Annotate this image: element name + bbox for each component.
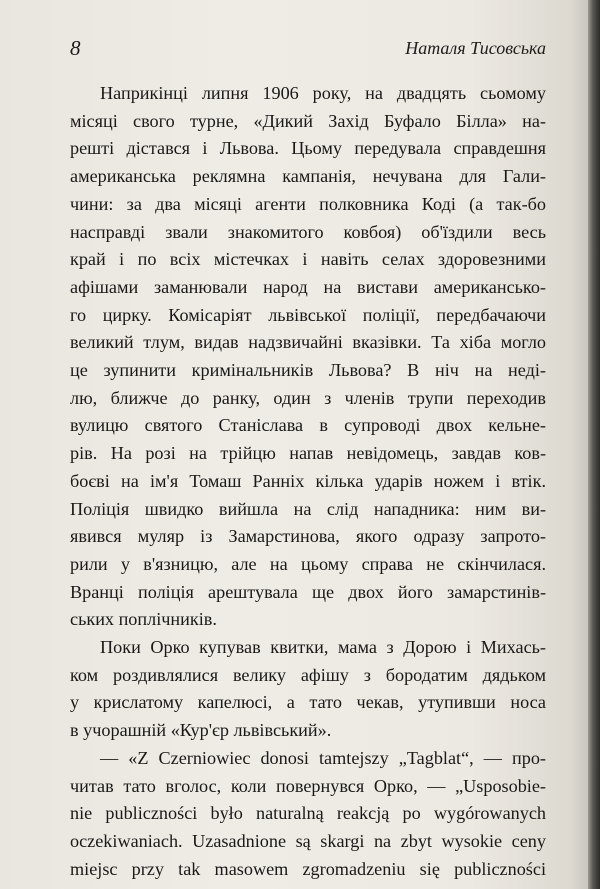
text-line: афішами заманювали народ на вистави американсько- [70,276,546,297]
paragraph-1 [70,80,546,634]
text-line: чини: за два місяці агенти полковника Коді (а так-бо [70,193,546,214]
text-line: американська реклямна кампанія, нечувана для Гали- [70,166,546,187]
text-line: читав тато вголос, коли повернувся Орко, — „Usposobie- [70,775,546,796]
text-line: це зупинити кримінальників Львова? В ніч на неді- [70,360,546,381]
text-line: вулицю святого Станіслава в супроводі двох кельне- [70,415,546,436]
page-number: 8 [70,36,81,60]
text-line: ком роздивлялися велику афішу з бородатим дядьком [70,664,546,685]
body-text [70,80,546,883]
text-line: miejsc przy tak masowem zgromadzeniu się publiczności [70,858,546,879]
text-line: Поки Орко купував квитки, мама з Дорою і Михась- [100,637,546,658]
text-line: явився муляр із Замарстинова, якого одразу запрото- [70,526,546,547]
text-line: лю, ближче до ранку, один з членів трупи переходив [70,387,546,408]
paragraph-3 [70,745,546,884]
text-line: го цирку. Комісаріят львівської поліції, передбачаючи [70,304,546,325]
running-head-author: Наталя Тисовська [405,38,546,58]
text-line: у крислатому капелюсі, а тато чекав, утупивши носа [70,692,546,713]
text-line: рили у в'язницю, але на цьому справа не скінчилася. [70,553,546,574]
text-line: рів. На розі на трійцю напав невідомець, завдав ков- [70,443,546,464]
text-line: решті дістався і Львова. Цьому передувала справдешня [70,138,546,159]
text-line: oczekiwaniach. Uzasadnione są skargi na zbyt wysokie ceny [70,830,546,851]
text-line: насправді звали знакомитого ковбоя) об'їздили весь [70,221,546,242]
text-line: в учорашній «Кур'єр львівський». [70,720,332,741]
text-line: Наприкінці липня 1906 року, на двадцять сьомому [100,83,546,103]
text-line: край і по всіх містечках і навіть селах здоровезними [70,249,546,270]
text-line: nie publiczności było naturalną reakcją po wygórowanych [70,803,546,824]
text-line: Вранці поліція арештувала ще двох його замарстинів- [70,581,546,602]
text-line: ських поплічників. [70,609,217,630]
page-edge-shadow [588,0,600,889]
text-line: — «Z Czerniowiec donosi tamtejszy „Tagblat“, — про- [100,747,546,768]
text-line: боєві на ім'я Томаш Ранніх кілька ударів ножем і втік. [70,470,546,491]
text-line: великий тлум, видав надзвичайні вказівки. Та хіба могло [70,332,546,353]
text-line: місяці свого турне, «Дикий Захід Буфало Білла» на- [70,110,546,131]
page-header [70,36,546,64]
paragraph-2 [70,634,546,745]
text-line: Поліція швидко вийшла на слід нападника: ним ви- [70,498,546,519]
